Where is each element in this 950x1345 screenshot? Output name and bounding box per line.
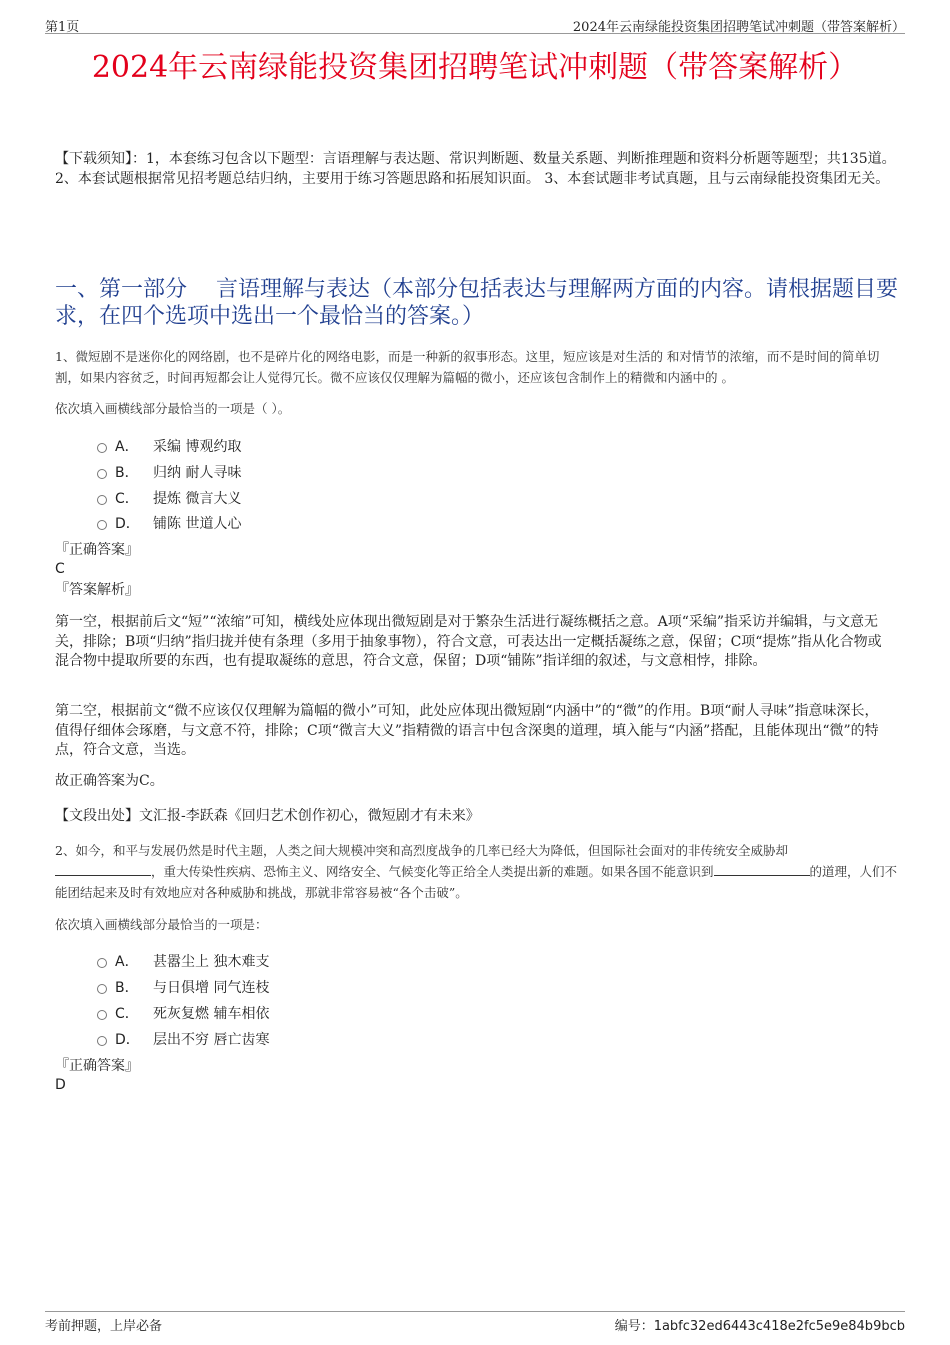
radio-icon[interactable] [97,520,107,530]
q2-option-a[interactable]: A． 甚嚣尘上 独木难支 [97,951,269,971]
q1-answer: C [55,561,65,577]
page-footer [45,1311,905,1336]
q1-option-c[interactable]: C． 提炼 微言大义 [97,488,241,508]
footer-doc-id: 编号：1abfc32ed6443c418e2fc5e9e84b9bcb [614,1319,905,1334]
radio-icon[interactable] [97,958,107,968]
footer-slogan: 考前押题，上岸必备 [45,1319,163,1334]
q2-option-c[interactable]: C． 死灰复燃 辅车相依 [97,1003,269,1023]
page-header [45,14,905,34]
q1-option-d[interactable]: D． 铺陈 世道人心 [97,513,241,533]
q2-stem: 2、如今，和平与发展仍然是时代主题，人类之间大规模冲突和高烈度战争的几率已经大为降低，但国际社会面对的非传统安全威胁却 ，重大传染性疾病、恐怖主义、网络安全、气候变化等正给全人类提出新的难题。如果各国不能意识到 的道理，人们不能团结起来及时有效地应对各种威胁和挑战，那就非常容易被“各个击破”。 [55,843,898,900]
q1-analysis-1: 第一空，根据前后文“短”“浓缩”可知，横线处应体现出微短剧是对于繁杂生活进行凝练概括之意。A项“采编”指采访并编辑，与文意无关，排除；B项“归纳”指归拢并使有条理（多用于抽象事物），符合文意，可表达出一定概括凝练之意，保留；C项“提炼”指从化合物或混合物中提取所要的东西，也有提取凝练的意思，符合文意，保留；D项“铺陈”指详细的叙述，与文意相悖，排除。 [55,614,882,669]
section-heading: 一、第一部分 言语理解与表达（本部分包括表达与理解两方面的内容。请根据题目要求，在四个选项中选出一个最恰当的答案。） [55,277,898,329]
q1-prompt: 依次填入画横线部分最恰当的一项是（ ）。 [55,401,291,416]
page-title: 2024年云南绿能投资集团招聘笔试冲刺题（带答案解析） [91,50,859,85]
q2-answer: D [55,1077,66,1093]
download-notice: 【下载须知】：1，本套练习包含以下题型：言语理解与表达题、常识判断题、数量关系题、判断推理题和资料分析题等题型；共135道。 2、本套试题根据常见招考题总结归纳，主要用于练习答题思路和拓展知识面。 3、本套试题非考试真题，且与云南绿能投资集团无关。 [55,151,896,187]
q1-analysis-label: 『答案解析』 [55,582,139,598]
q1-option-a[interactable]: A． 采编 博观约取 [97,436,241,456]
q1-answer-label: 『正确答案』 [55,542,139,558]
q2-prompt: 依次填入画横线部分最恰当的一项是： [55,917,268,932]
fill-blank [714,864,810,876]
q2-answer-label: 『正确答案』 [55,1058,139,1074]
radio-icon[interactable] [97,984,107,994]
q1-conclusion: 故正确答案为C。 [55,773,164,789]
q1-stem: 1、微短剧不是迷你化的网络剧，也不是碎片化的网络电影，而是一种新的叙事形态。这里，短应该是对生活的 和对情节的浓缩，而不是时间的简单切割，如果内容贫乏，时间再短都会让人觉得冗长。微不应该仅仅理解为篇幅的微小，还应该包含制作上的精微和内涵中的 。 [55,349,880,385]
radio-icon[interactable] [97,1036,107,1046]
radio-icon[interactable] [97,495,107,505]
q2-option-d[interactable]: D． 层出不穷 唇亡齿寒 [97,1029,269,1049]
q1-source: 【文段出处】文汇报-李跃森《回归艺术创作初心，微短剧才有未来》 [55,808,480,824]
q2-option-b[interactable]: B． 与日俱增 同气连枝 [97,977,269,997]
radio-icon[interactable] [97,443,107,453]
fill-blank [55,864,151,876]
q1-analysis-2: 第二空，根据前文“微不应该仅仅理解为篇幅的微小”可知，此处应体现出微短剧“内涵中”的“微”的作用。B项“耐人寻味”指意味深长，值得仔细体会琢磨，与文意不符，排除；C项“微言大义”指精微的语言中包含深奥的道理，填入能与“内涵”搭配，且能体现出“微”的特点，符合文意，当选。 [55,703,879,758]
radio-icon[interactable] [97,469,107,479]
header-doc-title: 2024年云南绿能投资集团招聘笔试冲刺题（带答案解析） [572,20,905,35]
q1-option-b[interactable]: B． 归纳 耐人寻味 [97,462,241,482]
radio-icon[interactable] [97,1010,107,1020]
page-number: 第1页 [45,20,80,35]
